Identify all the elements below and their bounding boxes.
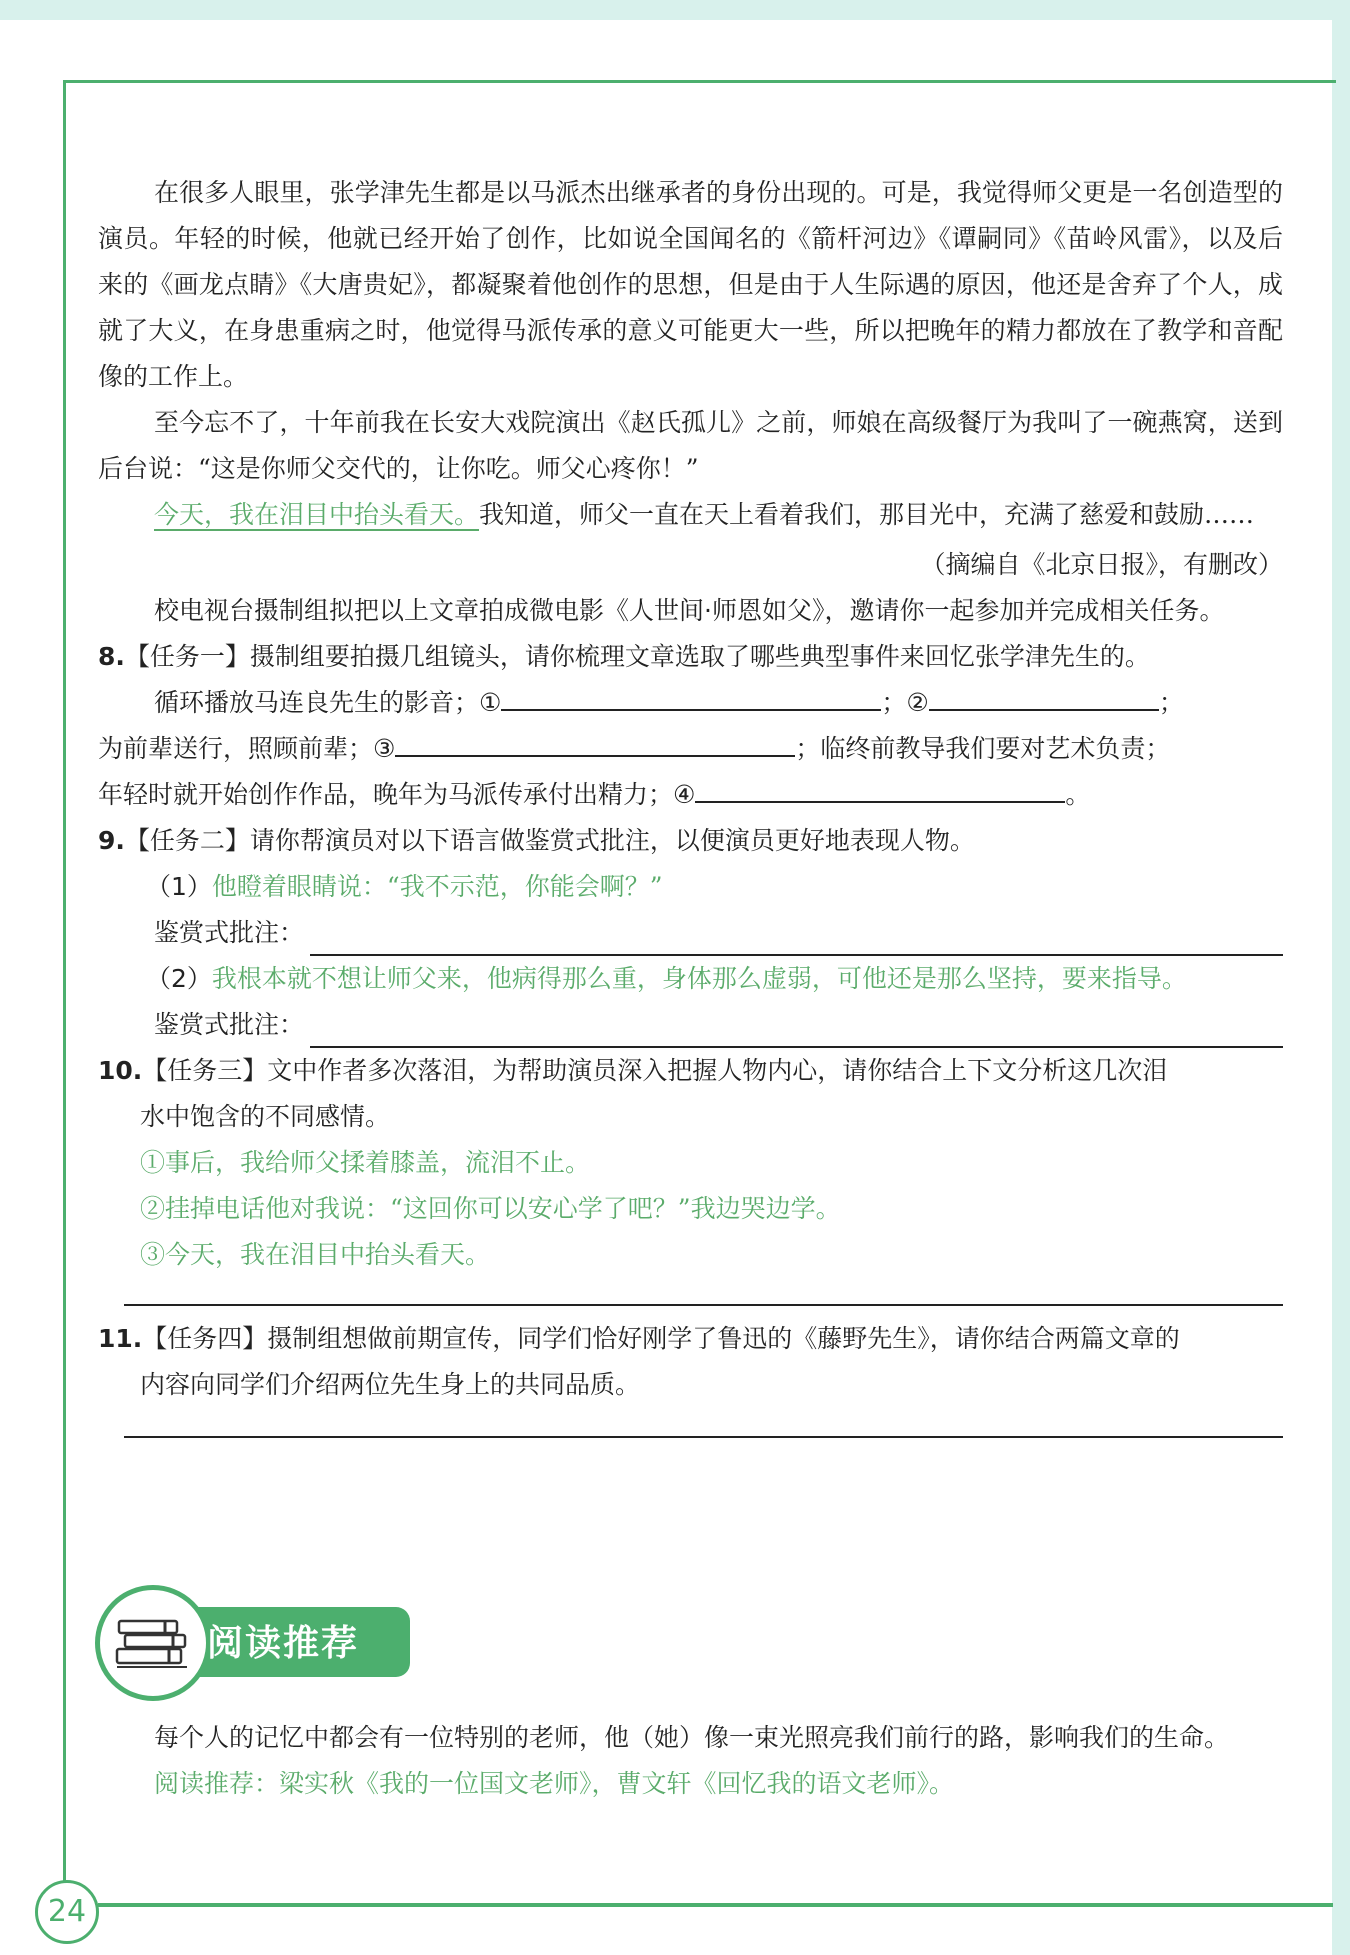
task-intro: 校电视台摄制组拟把以上文章拍成微电影《人世间·师恩如父》，邀请你一起参加并完成相关任务。 [154, 596, 1225, 625]
q8-line-1-c: ； [1158, 688, 1184, 717]
q9-item-1-quote: 他瞪着眼睛说：“我不示范，你能会啊？” [211, 872, 663, 901]
highlighted-sentence: 今天，我在泪目中抬头看天。 [154, 500, 480, 529]
bottom-rule [98, 1903, 1333, 1907]
reading-recommend-banner [95, 1585, 415, 1705]
question-9 [98, 818, 1283, 864]
question-10 [98, 1048, 1283, 1094]
passage-paragraph-3 [98, 492, 1283, 538]
q8-line-3-b: 。 [1065, 780, 1091, 809]
recommend-section [98, 1715, 1283, 1807]
q8-line-3 [98, 772, 1283, 818]
question-8-number: 8. [98, 642, 125, 671]
passage-paragraph-1: 在很多人眼里，张学津先生都是以马派杰出继承者的身份出现的。可是，我觉得师父更是一名创造型的演员。年轻的时候，他就已经开始了创作，比如说全国闻名的《箭杆河边》《谭嗣同》《苗岭风雷》，以及后来的《画龙点睛》《大唐贵妃》，都凝聚着他创作的思想，但是由于人生际遇的原因，他还是舍弃了个人，成就了大义，在身患重病之时，他觉得马派传承的意义可能更大一些，所以把晚年的精力都放在了教学和音配像的工作上。 [98, 178, 1283, 391]
question-11 [98, 1316, 1283, 1362]
q8-line-1 [98, 680, 1283, 726]
recommend-body: 每个人的记忆中都会有一位特别的老师，他（她）像一束光照亮我们前行的路，影响我们的生命。 [154, 1723, 1230, 1752]
source-note: （摘编自《北京日报》，有删改） [920, 550, 1283, 579]
question-11-number: 11. [98, 1324, 143, 1353]
q9-item-2-quote: 我根本就不想让师父来，他病得那么重，身体那么虚弱，可他还是那么坚持，要来指导。 [211, 964, 1187, 993]
annotation-label-1: 鉴赏式批注： [154, 918, 305, 947]
question-8 [98, 634, 1283, 680]
q8-line-3-a: 年轻时就开始创作作品，晚年为马派传承付出精力；④ [98, 780, 696, 809]
annotation-line-2[interactable] [310, 1016, 1283, 1048]
answer-blank-1[interactable] [501, 681, 881, 711]
annotation-label-2: 鉴赏式批注： [154, 1010, 305, 1039]
q10-item-1: ①事后，我给师父揉着膝盖，流泪不止。 [140, 1148, 591, 1177]
question-11-text-1: 【任务四】摄制组想做前期宣传，同学们恰好刚学了鲁迅的《藤野先生》，请你结合两篇文章的 [142, 1324, 1180, 1353]
page-number: 24 [35, 1880, 99, 1944]
answer-blank-2[interactable] [929, 681, 1159, 711]
question-10-text-2: 水中饱含的不同感情。 [140, 1102, 391, 1131]
q9-annotation-1 [98, 910, 1283, 956]
question-8-text: 【任务一】摄制组要拍摄几组镜头，请你梳理文章选取了哪些典型事件来回忆张学津先生的。 [124, 642, 1150, 671]
question-9-number: 9. [98, 826, 125, 855]
q9-item-1 [98, 864, 1283, 910]
q10-item-2: ②挂掉电话他对我说：“这回你可以安心学了吧？”我边哭边学。 [140, 1194, 841, 1223]
q10-item-3: ③今天，我在泪目中抬头看天。 [140, 1240, 491, 1269]
question-10-text-1: 【任务三】文中作者多次落泪，为帮助演员深入把握人物内心，请你结合上下文分析这几次泪 [142, 1056, 1168, 1085]
q8-line-2-a: 为前辈送行，照顾前辈；③ [98, 734, 396, 763]
top-band [0, 0, 1350, 20]
q9-item-1-label: （1） [146, 872, 212, 901]
page-content [98, 170, 1283, 1438]
answer-blank-4[interactable] [695, 773, 1065, 803]
recommend-list: 阅读推荐：梁实秋《我的一位国文老师》，曹文轩《回忆我的语文老师》。 [154, 1769, 955, 1798]
annotation-line-1[interactable] [310, 924, 1283, 956]
q8-line-1-b: ；② [881, 688, 929, 717]
books-icon [115, 1619, 191, 1669]
q8-line-2 [98, 726, 1283, 772]
q11-answer-line[interactable] [124, 1434, 1283, 1438]
q9-annotation-2 [98, 1002, 1283, 1048]
banner-title: 阅读推荐 [207, 1623, 360, 1664]
question-9-text: 【任务二】请你帮演员对以下语言做鉴赏式批注，以便演员更好地表现人物。 [124, 826, 975, 855]
question-10-number: 10. [98, 1056, 143, 1085]
q8-line-2-b: ；临终前教导我们要对艺术负责； [795, 734, 1171, 763]
question-11-text-2: 内容向同学们介绍两位先生身上的共同品质。 [140, 1370, 641, 1399]
answer-blank-3[interactable] [395, 727, 795, 757]
q9-item-2-label: （2） [146, 964, 212, 993]
passage-paragraph-3-rest: 我知道，师父一直在天上看着我们，那目光中，充满了慈爱和鼓励…… [479, 500, 1255, 529]
q8-line-1-a: 循环播放马连良先生的影音；① [154, 688, 502, 717]
q9-item-2 [98, 956, 1283, 1002]
passage-paragraph-2: 至今忘不了，十年前我在长安大戏院演出《赵氏孤儿》之前，师娘在高级餐厅为我叫了一碗燕窝，送到后台说：“这是你师父交代的，让你吃。师父心疼你！” [98, 408, 1283, 483]
